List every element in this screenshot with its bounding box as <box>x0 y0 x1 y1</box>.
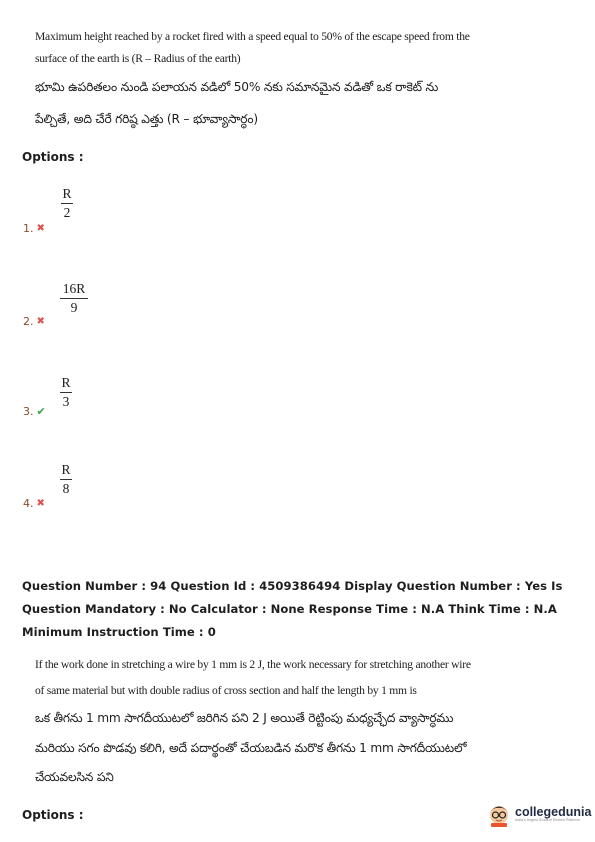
question2-text-line-1: If the work done in stretching a wire by 1 mm is 2 J, the work necessary for stretching another wire <box>35 658 471 671</box>
question2-text-line-2: of same material but with double radius of cross section and half the length by 1 mm is <box>35 684 417 697</box>
fraction-bar <box>60 392 72 393</box>
question-meta: Question Number : 94 Question Id : 4509386494 Display Question Number : Yes Is Question Mandatory : No Calculator : None Response Time : N.A Think Time : N.A Minimum Instruction Time : 0 <box>22 579 563 639</box>
fraction-bar <box>60 479 72 480</box>
option-3-number: 3. <box>23 405 34 418</box>
wrong-icon: ✖ <box>36 498 45 509</box>
logo-tagline: India's largest Student Review Platform <box>515 818 580 822</box>
collegedunia-logo <box>487 801 591 827</box>
option-2-number: 2. <box>23 315 34 328</box>
student-avatar-icon <box>487 801 511 827</box>
question2-telugu-line-1: ఒక తీగను 1 mm సాగదీయుటలో జరిగిన పని 2 J అయితే రెట్టింపు మధ్యచ్ఛేద వ్యాసార్ధము <box>35 711 454 725</box>
correct-check-icon: ✔ <box>36 405 46 418</box>
options-label-2: Options : <box>22 808 84 822</box>
fraction-bar <box>60 298 88 299</box>
question2-telugu-line-2: మరియు సగం పొడవు కలిగి, అదే పదార్థంతో చేయబడిన మరొక తీగను 1 mm సాగదీయుటలో <box>35 741 467 755</box>
option-2-denominator: 9 <box>70 300 78 315</box>
option-3[interactable] <box>23 405 46 418</box>
option-3-fraction <box>60 375 72 409</box>
question-text-line-2: surface of the earth is (R – Radius of the earth) <box>35 52 241 65</box>
option-4-numerator: R <box>61 462 71 477</box>
wrong-icon: ✖ <box>36 223 45 234</box>
option-4[interactable] <box>23 497 45 510</box>
option-4-number: 4. <box>23 497 34 510</box>
option-1-fraction <box>61 186 73 220</box>
option-3-numerator: R <box>61 375 71 390</box>
wrong-icon: ✖ <box>36 316 45 327</box>
option-2[interactable] <box>23 315 45 328</box>
option-4-fraction <box>60 462 72 496</box>
option-1-numerator: R <box>62 186 72 201</box>
fraction-bar <box>61 203 73 204</box>
option-4-denominator: 8 <box>62 481 70 496</box>
question2-telugu-line-3: చేయవలసిన పని <box>35 770 114 784</box>
option-1[interactable] <box>23 222 45 235</box>
question-telugu-line-1: భూమి ఉపరితలం నుండి పలాయన వడిలో 50% నకు సమానమైన వడితో ఒక రాకెట్ ను <box>35 80 439 94</box>
option-1-denominator: 2 <box>63 205 71 220</box>
options-label: Options : <box>22 150 84 164</box>
option-1-number: 1. <box>23 222 34 235</box>
option-2-numerator: 16R <box>62 281 86 296</box>
option-3-denominator: 3 <box>62 394 70 409</box>
option-2-fraction <box>60 281 88 315</box>
logo-wordmark: collegedunia <box>515 805 592 819</box>
question-telugu-line-2: పేల్చితే, అది చేరే గరిష్ఠ ఎత్తు (R – భూవ్యాసార్ధం) <box>35 112 258 126</box>
question-text-line-1: Maximum height reached by a rocket fired with a speed equal to 50% of the escape speed from the <box>35 30 470 43</box>
